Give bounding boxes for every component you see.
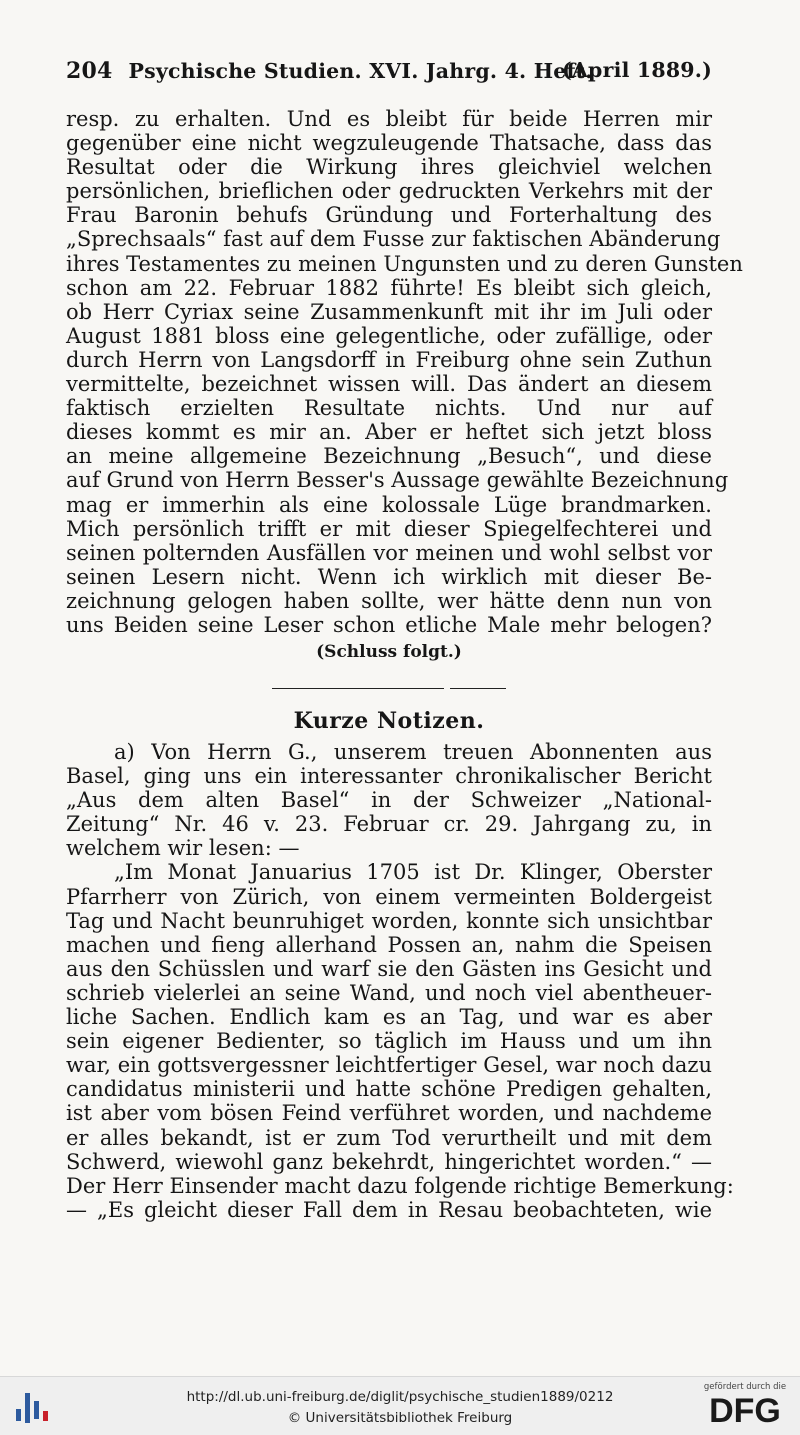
section-divider: [272, 688, 444, 689]
section-divider: [450, 688, 506, 689]
section-title: Kurze Notizen.: [293, 708, 485, 734]
text-line: schon am 22. Februar 1882 führte! Es bleibt sich gleich,: [66, 275, 712, 300]
copyright-notice: © Universitätsbibliothek Freiburg: [287, 1410, 513, 1426]
text-line: persönlichen, brieflichen oder gedruckten Verkehrs mit der: [66, 179, 712, 204]
text-line: candidatus ministerii und hatte schöne Predigen gehalten,: [66, 1077, 712, 1102]
text-line: mag er immerhin als eine kolossale Lüge brandmarken.: [66, 492, 712, 517]
page-header: [66, 58, 712, 84]
text-line: ihres Testamentes zu meinen Ungunsten und zu deren Gunsten: [66, 251, 743, 276]
dfg-logo-icon: [700, 1391, 790, 1427]
text-line: August 1881 bloss eine gelegentliche, oder zufällige, oder: [66, 323, 712, 348]
text-line: gegenüber eine nicht wegzuleugende Thatsache, dass das: [66, 131, 712, 156]
text-line: sein eigener Bedienter, so täglich im Hauss und um ihn: [66, 1029, 712, 1054]
text-line: er alles bekandt, ist er zum Tod verurtheilt und mit dem: [66, 1125, 712, 1150]
text-line: Zeitung“ Nr. 46 v. 23. Februar cr. 29. Jahrgang zu, in: [66, 812, 712, 837]
text-line: — „Es gleicht dieser Fall dem in Resau beobachteten, wie: [66, 1197, 712, 1222]
text-line: Resultat oder die Wirkung ihres gleichviel welchen: [66, 155, 712, 180]
closing-note: (Schluss folgt.): [316, 642, 462, 663]
text-line: Frau Baronin behufs Gründung und Forterhaltung des: [66, 203, 712, 228]
text-line: welchem wir lesen: —: [66, 836, 300, 861]
text-line: auf Grund von Herrn Besser's Aussage gewählte Bezeichnung: [66, 468, 729, 493]
text-line: seinen polternden Ausfällen vor meinen und wohl selbst vor: [66, 540, 712, 565]
text-line: „Sprechsaals“ fast auf dem Fusse zur faktischen Abänderung: [66, 227, 721, 252]
text-line: dieses kommt es mir an. Aber er heftet sich jetzt bloss: [66, 420, 712, 445]
text-line: durch Herrn von Langsdorff in Freiburg ohne sein Zuthun: [66, 347, 712, 372]
text-line: schrieb vielerlei an seine Wand, und noch viel abentheuer-: [66, 980, 712, 1005]
page-number: 204: [66, 58, 113, 84]
issue-date: (April 1889.): [562, 58, 712, 82]
main-text-block: [66, 107, 743, 667]
text-line: liche Sachen. Endlich kam es an Tag, und war es aber: [66, 1005, 712, 1030]
text-line: Mich persönlich trifft er mit dieser Spiegelfechterei und: [66, 516, 712, 541]
text-line: resp. zu erhalten. Und es bleibt für beide Herren mir: [66, 107, 712, 131]
text-line: ist aber vom bösen Feind verführet worden, und nachdeme: [66, 1101, 712, 1126]
text-line: ob Herr Cyriax seine Zusammenkunft mit ihr im Juli oder: [66, 299, 712, 324]
text-line: vermittelte, bezeichnet wissen will. Das ändert an diesem: [66, 372, 712, 397]
text-line: aus den Schüsslen und warf sie den Gästen ins Gesicht und: [66, 956, 712, 981]
text-line: a) Von Herrn G., unserem treuen Abonnenten aus: [114, 740, 712, 764]
text-line: zeichnung gelogen haben sollte, wer hätte denn nun von: [66, 588, 712, 613]
dfg-caption: gefördert durch die: [703, 1382, 787, 1392]
text-line: Schwerd, wiewohl ganz bekehrdt, hingerichtet worden.“ —: [66, 1149, 712, 1174]
text-line: „Aus dem alten Basel“ in der Schweizer „National-: [66, 788, 712, 813]
text-line: seinen Lesern nicht. Wenn ich wirklich mit dieser Be-: [66, 564, 712, 589]
text-line: „Im Monat Januarius 1705 ist Dr. Klinger, Oberster: [114, 860, 712, 885]
running-title: Psychische Studien. XVI. Jahrg. 4. Heft.: [128, 59, 593, 83]
text-line: uns Beiden seine Leser schon etliche Male mehr belogen?: [66, 612, 712, 637]
text-line: an meine allgemeine Bezeichnung „Besuch“, und diese: [66, 444, 712, 469]
text-line: Pfarrherr von Zürich, von einem vermeinten Boldergeist: [66, 884, 712, 909]
notes-text-block: [66, 740, 734, 1222]
dfg-logo-text: DFG: [709, 1392, 781, 1427]
text-line: Der Herr Einsender macht dazu folgende richtige Bemerkung:: [66, 1173, 734, 1198]
permalink-url[interactable]: http://dl.ub.uni-freiburg.de/diglit/psychische_studien1889/0212: [186, 1389, 614, 1405]
text-line: war, ein gottsvergessner leichtfertiger Gesel, war noch dazu: [66, 1053, 712, 1078]
viewer-footer: [0, 1376, 800, 1435]
text-line: Basel, ging uns ein interessanter chronikalischer Bericht: [66, 764, 712, 789]
text-line: faktisch erzielten Resultate nichts. Und nur auf: [66, 396, 712, 421]
text-line: Tag und Nacht beunruhiget worden, konnte sich unsichtbar: [66, 908, 712, 933]
text-line: machen und fieng allerhand Possen an, nahm die Speisen: [66, 932, 712, 957]
